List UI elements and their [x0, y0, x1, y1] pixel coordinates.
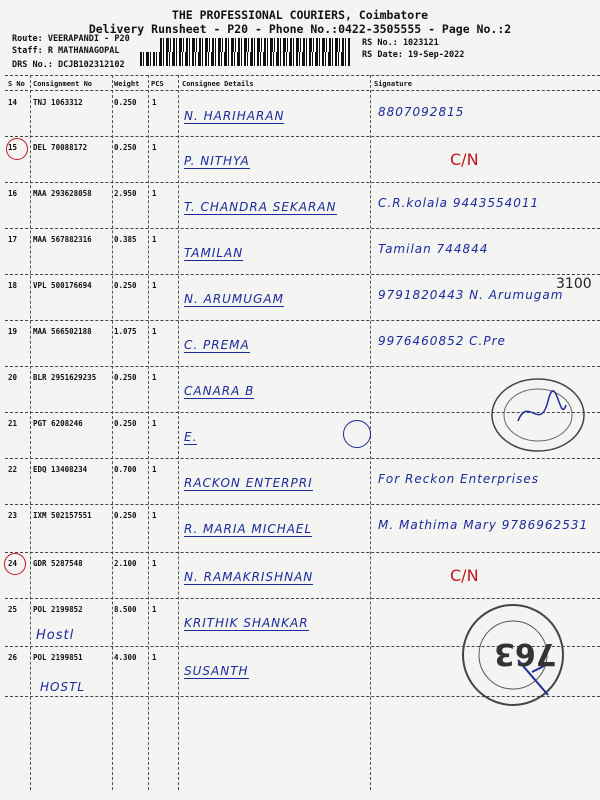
row-pcs: 1	[152, 281, 157, 290]
row-pcs: 1	[152, 189, 157, 198]
row-sno: 19	[8, 327, 18, 336]
row-divider	[5, 136, 600, 137]
hostel-note: HOSTL	[40, 680, 86, 694]
rs-no-label: RS No.: 1023121	[362, 38, 439, 48]
row-divider	[5, 458, 600, 459]
rs-date-label: RS Date: 19-Sep-2022	[362, 50, 465, 60]
row-consignment-no: POL 2199852	[33, 605, 83, 614]
row-divider	[5, 598, 600, 599]
row-signature: C/N	[450, 566, 479, 585]
row-sno: 25	[8, 605, 18, 614]
stamp-number: 763	[494, 636, 557, 671]
table-top-line	[5, 75, 600, 76]
row-consignment-no: MAA 566502188	[33, 327, 92, 336]
row-sno: 24	[8, 559, 18, 568]
row-pcs: 1	[152, 605, 157, 614]
row-consignment-no: VPL 500176694	[33, 281, 92, 290]
row-consignment-no: MAA 567882316	[33, 235, 92, 244]
row-divider	[5, 366, 600, 367]
row-consignee-name: N. HARIHARAN	[184, 109, 285, 123]
row-signature: 9791820443 N. Arumugam	[378, 288, 564, 302]
side-number: 3100	[556, 276, 592, 292]
company-title: THE PROFESSIONAL COURIERS, Coimbatore	[171, 8, 429, 22]
row-pcs: 1	[152, 511, 157, 520]
col-sno: S No	[8, 80, 25, 88]
row-consignee-name: SUSANTH	[184, 664, 249, 678]
row-consignment-no: TNJ 1063312	[33, 98, 83, 107]
row-sno: 15	[8, 143, 18, 152]
row-weight: 2.950	[114, 189, 137, 198]
row-pcs: 1	[152, 559, 157, 568]
row-divider	[5, 552, 600, 553]
row-signature: 9976460852 C.Pre	[378, 334, 506, 348]
row-consignment-no: EDQ 13408234	[33, 465, 88, 474]
row-weight: 0.385	[114, 235, 137, 244]
row-consignee-name: T. CHANDRA SEKARAN	[184, 200, 337, 214]
row-divider	[5, 182, 600, 183]
row-pcs: 1	[152, 143, 157, 152]
row-divider	[5, 228, 600, 229]
row-sno: 23	[8, 511, 18, 520]
col-consignment: Consignment No	[33, 80, 93, 88]
row-weight: 0.250	[114, 98, 137, 107]
row-signature: 8807092815	[378, 105, 465, 119]
row-sno: 18	[8, 281, 18, 290]
row-weight: 2.100	[114, 559, 137, 568]
col-signature: Signature	[374, 80, 412, 88]
row-sno: 22	[8, 465, 18, 474]
row-pcs: 1	[152, 465, 157, 474]
row-consignee-name: N. ARUMUGAM	[184, 292, 284, 306]
row-sno: 20	[8, 373, 18, 382]
col-consignee: Consignee Details	[182, 80, 254, 88]
row-consignee-name: R. MARIA MICHAEL	[184, 522, 313, 536]
table-header-line	[5, 90, 600, 91]
row-sno: 26	[8, 653, 18, 662]
row-weight: 8.500	[114, 605, 137, 614]
row-15-circle	[6, 138, 28, 160]
ink-circle	[343, 420, 371, 448]
row-sno: 21	[8, 419, 18, 428]
row-signature: M. Mathima Mary 9786962531	[378, 518, 589, 532]
row-consignee-name: TAMILAN	[184, 246, 244, 260]
staff-label: Staff: R MATHANAGOPAL	[12, 46, 120, 56]
row-consignment-no: GDR 5287548	[33, 559, 83, 568]
row-weight: 0.250	[114, 373, 137, 382]
row-divider	[5, 504, 600, 505]
row-consignee-name: CANARA B	[184, 384, 255, 398]
col-weight: Weight	[114, 80, 140, 88]
row-consignee-name: RACKON ENTERPRI	[184, 476, 313, 490]
row-pcs: 1	[152, 235, 157, 244]
row-weight: 0.250	[114, 281, 137, 290]
row-weight: 4.300	[114, 653, 137, 662]
row-signature: C.R.kolala 9443554011	[378, 196, 540, 210]
row-pcs: 1	[152, 373, 157, 382]
stamp-seal-1	[488, 375, 588, 455]
row-consignment-no: IXM 502157551	[33, 511, 92, 520]
row-consignment-no: MAA 293628058	[33, 189, 92, 198]
route-label: Route: VEERAPANDI - P20	[12, 34, 130, 44]
row-signature: For Reckon Enterprises	[378, 472, 540, 486]
runsheet-title: Delivery Runsheet - P20 - Phone No.:0422-3505555 - Page No.:2	[88, 22, 512, 36]
row-consignee-name: P. NITHYA	[184, 154, 250, 168]
row-consignee-name: E.	[184, 430, 198, 444]
row-consignee-name: C. PREMA	[184, 338, 250, 352]
row-weight: 0.250	[114, 419, 137, 428]
row-divider	[5, 274, 600, 275]
row-pcs: 1	[152, 327, 157, 336]
row-signature: C/N	[450, 150, 479, 169]
col-pcs: PCS	[151, 80, 164, 88]
row-weight: 0.250	[114, 511, 137, 520]
row-signature: Tamilan 744844	[378, 242, 489, 256]
drs-label: DRS No.: DCJB102312102	[12, 60, 125, 70]
row-24-circle	[4, 553, 26, 575]
row-sno: 16	[8, 189, 18, 198]
row-sno: 14	[8, 98, 18, 107]
row-consignment-no: POL 2199851	[33, 653, 83, 662]
row-pcs: 1	[152, 419, 157, 428]
row-weight: 0.700	[114, 465, 137, 474]
row-sno: 17	[8, 235, 18, 244]
hostel-note: Hostl	[36, 628, 75, 643]
row-consignee-name: KRITHIK SHANKAR	[184, 616, 309, 630]
row-consignment-no: PGT 6208246	[33, 419, 83, 428]
row-weight: 1.075	[114, 327, 137, 336]
row-pcs: 1	[152, 653, 157, 662]
row-divider	[5, 320, 600, 321]
row-weight: 0.250	[114, 143, 137, 152]
barcode-2	[140, 52, 350, 66]
row-consignment-no: DEL 70088172	[33, 143, 88, 152]
row-pcs: 1	[152, 98, 157, 107]
row-consignee-name: N. RAMAKRISHNAN	[184, 570, 314, 584]
row-consignment-no: BLR 2951629235	[33, 373, 97, 382]
